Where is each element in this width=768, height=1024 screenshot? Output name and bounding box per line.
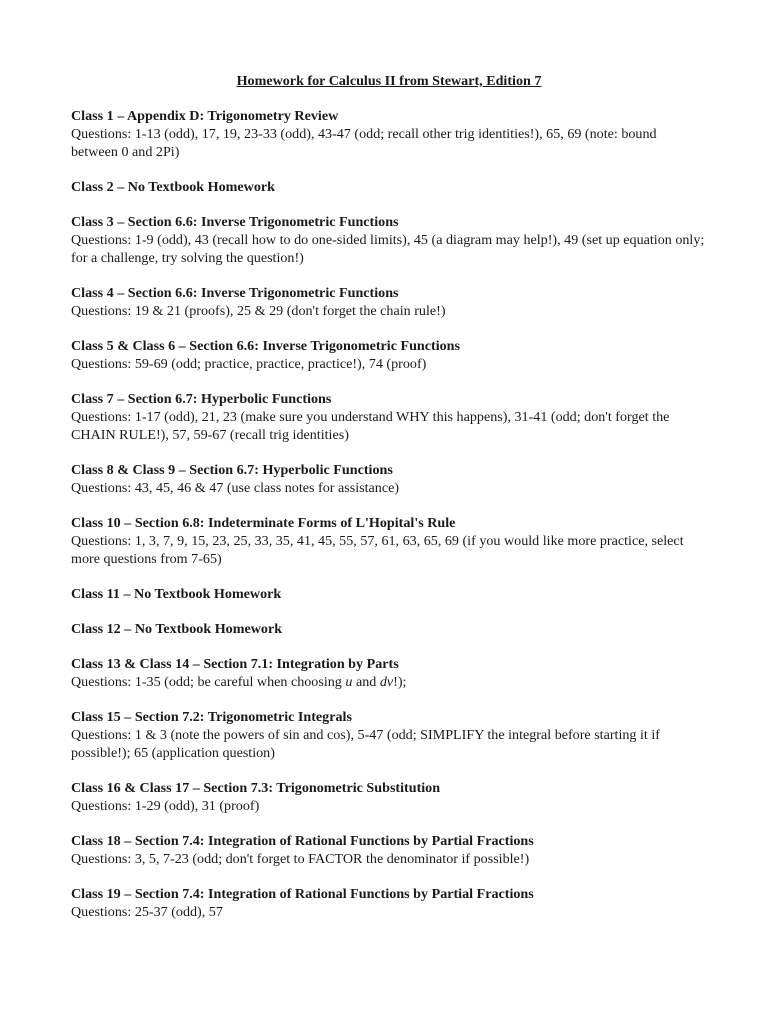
class-heading: Class 12 – No Textbook Homework [71,621,283,637]
class-entry [71,390,707,444]
document-title: Homework for Calculus II from Stewart, Edition 7 [236,73,542,89]
class-questions: Questions: 1-13 (odd), 17, 19, 23-33 (odd), 43-47 (odd; recall other trig identities!), 65, 69 (note: bound between 0 and 2Pi) [71,126,657,160]
class-questions [71,673,707,691]
questions-text: !); [393,674,407,690]
class-heading: Class 2 – No Textbook Homework [71,179,275,195]
class-entry [71,514,707,568]
class-questions: Questions: 3, 5, 7-23 (odd; don't forget to FACTOR the denominator if possible!) [71,851,530,867]
class-questions: Questions: 1-17 (odd), 21, 23 (make sure you understand WHY this happens), 31-41 (odd; don't forget the CHAIN RULE!), 57, 59-67 (recall trig identities) [71,409,670,443]
class-heading: Class 8 & Class 9 – Section 6.7: Hyperbolic Functions [71,462,393,478]
class-heading: Class 19 – Section 7.4: Integration of Rational Functions by Partial Fractions [71,886,534,902]
class-heading: Class 3 – Section 6.6: Inverse Trigonometric Functions [71,214,399,230]
class-entry [71,337,707,373]
class-heading: Class 11 – No Textbook Homework [71,586,282,602]
class-questions: Questions: 1, 3, 7, 9, 15, 23, 25, 33, 35, 41, 45, 55, 57, 61, 63, 65, 69 (if you would like more practice, select more questions from 7-65) [71,533,684,567]
class-heading: Class 16 & Class 17 – Section 7.3: Trigonometric Substitution [71,780,441,796]
class-entry [71,779,707,815]
class-heading: Class 10 – Section 6.8: Indeterminate Forms of L'Hopital's Rule [71,515,456,531]
class-entry [71,461,707,497]
class-heading: Class 7 – Section 6.7: Hyperbolic Functions [71,391,332,407]
class-questions: Questions: 1-9 (odd), 43 (recall how to do one-sided limits), 45 (a diagram may help!), 49 (set up equation only; for a challenge, try solving the question!) [71,232,705,266]
class-entry [71,213,707,267]
class-heading: Class 5 & Class 6 – Section 6.6: Inverse Trigonometric Functions [71,338,460,354]
class-questions: Questions: 1-29 (odd), 31 (proof) [71,798,260,814]
class-entry [71,107,707,161]
variable-dv: dv [379,674,394,690]
variable-u: u [345,674,353,690]
class-questions: Questions: 19 & 21 (proofs), 25 & 29 (don't forget the chain rule!) [71,303,446,319]
class-heading: Class 13 & Class 14 – Section 7.1: Integration by Parts [71,656,399,672]
class-questions: Questions: 1 & 3 (note the powers of sin and cos), 5-47 (odd; SIMPLIFY the integral before starting it if possible!); 65 (application question) [71,727,660,761]
class-heading: Class 4 – Section 6.6: Inverse Trigonometric Functions [71,285,399,301]
homework-document [71,72,707,938]
class-entry [71,284,707,320]
class-heading: Class 15 – Section 7.2: Trigonometric Integrals [71,709,352,725]
class-entry [71,832,707,868]
class-heading: Class 1 – Appendix D: Trigonometry Review [71,108,339,124]
class-questions: Questions: 43, 45, 46 & 47 (use class notes for assistance) [71,480,400,496]
class-entry [71,885,707,921]
class-entry [71,585,707,603]
class-entry [71,655,707,691]
class-questions: Questions: 25-37 (odd), 57 [71,904,223,920]
questions-text: and [352,674,380,690]
class-heading: Class 18 – Section 7.4: Integration of Rational Functions by Partial Fractions [71,833,534,849]
questions-text: Questions: 1-35 (odd; be careful when choosing [71,674,346,690]
class-questions: Questions: 59-69 (odd; practice, practice, practice!), 74 (proof) [71,356,427,372]
class-entry [71,178,707,196]
class-entry [71,620,707,638]
class-entry [71,708,707,762]
